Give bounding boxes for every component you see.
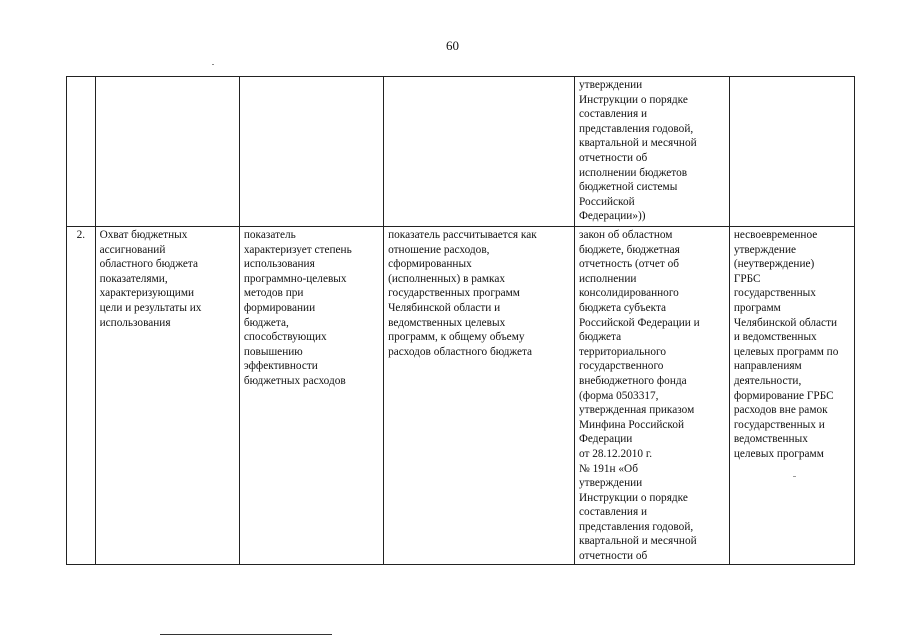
characteristic-cell: показатель характеризует степень использования программно-целевых методов при формировании бюджета, способствующих повышению эффективности бюджетных расходов <box>239 227 383 565</box>
calculation-cell: показатель рассчитывается как отношение расходов, сформированных (исполненных) в рамках государственных программ Челябинской области и ведомственных целевых программ, к общему объему расходов областного бюджета <box>384 227 575 565</box>
row-number <box>67 77 96 227</box>
indicator-name-cell <box>95 77 239 227</box>
calculation-cell <box>384 77 575 227</box>
table-row <box>67 77 855 227</box>
footnote-separator <box>160 634 332 635</box>
reasons-cell <box>729 77 854 227</box>
reasons-cell: несвоевременное утверждение (неутверждение) ГРБС государственных программ Челябинской области и ведомственных целевых программ по направлениям деятельности, формирование ГРБС расходов вне рамок государственных и ведомственных целевых программ <box>729 227 854 565</box>
indicator-name-cell: Охват бюджетных ассигнований областного бюджета показателями, характеризующими цели и результаты их использования <box>95 227 239 565</box>
data-source-cell: утверждении Инструкции о порядке составления и представления годовой, квартальной и месячной отчетности об исполнении бюджетов бюджетной системы Российской Федерации»)) <box>574 77 729 227</box>
indicators-table <box>66 76 855 565</box>
characteristic-cell <box>239 77 383 227</box>
page-number: 60 <box>446 38 459 53</box>
scan-artifact <box>212 64 214 65</box>
data-source-cell: закон об областном бюджете, бюджетная отчетность (отчет об исполнении консолидированного бюджета субъекта Российской Федерации и бюджета территориального государственного внебюджетного фонда (форма 0503317, утвержденная приказом Минфина Российской Федерации от 28.12.2010 г. № 191н «Об утверждении Инструкции о порядке составления и представления годовой, квартальной и месячной отчетности об <box>574 227 729 565</box>
row-number: 2. <box>67 227 96 565</box>
scan-artifact <box>793 476 796 477</box>
table-row <box>67 227 855 565</box>
